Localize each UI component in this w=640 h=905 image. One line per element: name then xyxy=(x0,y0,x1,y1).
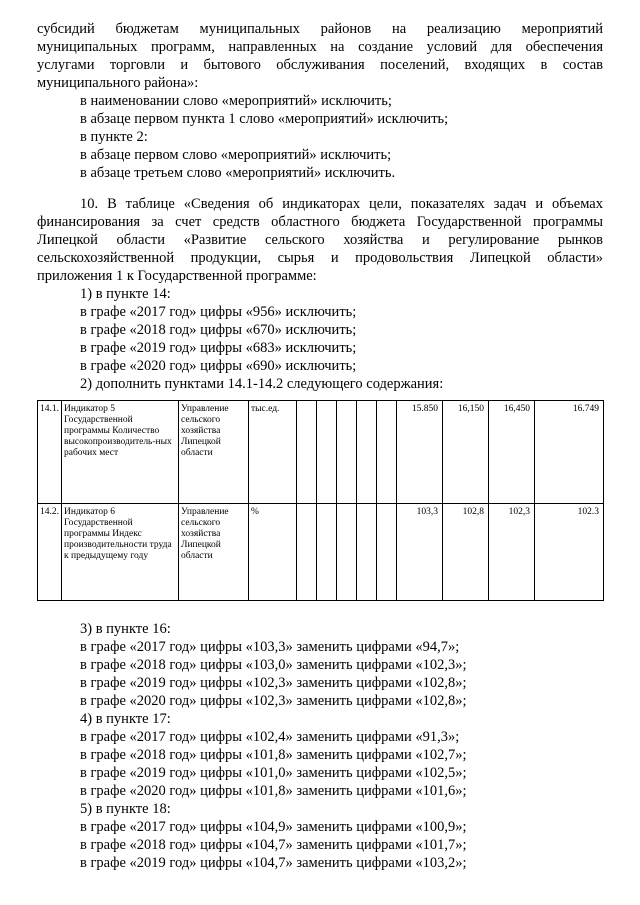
responsible-org: Управление сельского хозяйства Липецкой области xyxy=(179,401,249,504)
item3-line-1: в графе «2017 год» цифры «103,3» заменить цифрами «94,7»; xyxy=(80,639,460,655)
item3-line-2: в графе «2018 год» цифры «103,0» заменить цифрами «102,3»; xyxy=(80,657,467,673)
item5-line-1: в графе «2017 год» цифры «104,9» заменить цифрами «100,9»; xyxy=(80,819,467,835)
item1-line-3: в графе «2019 год» цифры «683» исключить; xyxy=(80,340,357,356)
intro-item-4: в абзаце первом слово «мероприятий» исключить; xyxy=(80,147,392,163)
empty-cell xyxy=(357,401,377,504)
indicator-table xyxy=(37,400,604,601)
empty-cell xyxy=(337,401,357,504)
row-number: 14.2. xyxy=(38,504,62,601)
value-2017: 103,3 xyxy=(397,504,443,601)
intro-item-1: в наименовании слово «мероприятий» исключить; xyxy=(80,93,392,109)
indicator-name: Индикатор 6 Государственной программы Индекс производительности труда к предыдущему году xyxy=(62,504,179,601)
item1-header: 1) в пункте 14: xyxy=(80,286,171,302)
value-2020: 102.3 xyxy=(535,504,604,601)
section10-line-1: 10. В таблице «Сведения об индикаторах цели, показателях задач и объемах xyxy=(80,196,603,212)
intro-line-4: муниципального района»: xyxy=(37,75,199,91)
intro-line-1: субсидий бюджетам муниципальных районов на реализацию мероприятий xyxy=(37,21,603,37)
item4-line-1: в графе «2017 год» цифры «102,4» заменить цифрами «91,3»; xyxy=(80,729,460,745)
empty-cell xyxy=(317,504,337,601)
value-2018: 102,8 xyxy=(443,504,489,601)
intro-line-2: муниципальных программ, направленных на создание условий для обеспечения xyxy=(37,39,603,55)
empty-cell xyxy=(297,401,317,504)
item4-line-2: в графе «2018 год» цифры «101,8» заменить цифрами «102,7»; xyxy=(80,747,467,763)
intro-item-2: в абзаце первом пункта 1 слово «мероприятий» исключить; xyxy=(80,111,449,127)
value-2017: 15.850 xyxy=(397,401,443,504)
empty-cell xyxy=(377,504,397,601)
table-row xyxy=(38,401,604,504)
item5-header: 5) в пункте 18: xyxy=(80,801,171,817)
unit: % xyxy=(249,504,297,601)
unit: тыс.ед. xyxy=(249,401,297,504)
section10-line-4: сельскохозяйственной продукции, сырья и продовольствия Липецкой области» xyxy=(37,250,603,266)
empty-cell xyxy=(337,504,357,601)
intro-item-3: в пункте 2: xyxy=(80,129,148,145)
section10-line-3: Липецкой области «Развитие сельского хозяйства и регулирование рынков xyxy=(37,232,603,248)
value-2019: 102,3 xyxy=(489,504,535,601)
value-2020: 16.749 xyxy=(535,401,604,504)
item2-header: 2) дополнить пунктами 14.1-14.2 следующего содержания: xyxy=(80,376,444,392)
item1-line-1: в графе «2017 год» цифры «956» исключить; xyxy=(80,304,357,320)
item4-line-3: в графе «2019 год» цифры «101,0» заменить цифрами «102,5»; xyxy=(80,765,467,781)
item1-line-4: в графе «2020 год» цифры «690» исключить; xyxy=(80,358,357,374)
value-2018: 16,150 xyxy=(443,401,489,504)
intro-line-3: услугами торговли и бытового обслуживания поселений, входящих в состав xyxy=(37,57,603,73)
empty-cell xyxy=(317,401,337,504)
section10-line-5: приложения 1 к Государственной программе: xyxy=(37,268,317,284)
item3-line-3: в графе «2019 год» цифры «102,3» заменить цифрами «102,8»; xyxy=(80,675,467,691)
item3-line-4: в графе «2020 год» цифры «102,3» заменить цифрами «102,8»; xyxy=(80,693,467,709)
item5-line-2: в графе «2018 год» цифры «104,7» заменить цифрами «101,7»; xyxy=(80,837,467,853)
empty-cell xyxy=(357,504,377,601)
row-number: 14.1. xyxy=(38,401,62,504)
item4-header: 4) в пункте 17: xyxy=(80,711,171,727)
item1-line-2: в графе «2018 год» цифры «670» исключить; xyxy=(80,322,357,338)
item4-line-4: в графе «2020 год» цифры «101,8» заменить цифрами «101,6»; xyxy=(80,783,467,799)
value-2019: 16,450 xyxy=(489,401,535,504)
table-row xyxy=(38,504,604,601)
empty-cell xyxy=(377,401,397,504)
section10-line-2: финансирования за счет средств областного бюджета Государственной программы xyxy=(37,214,603,230)
item3-header: 3) в пункте 16: xyxy=(80,621,171,637)
empty-cell xyxy=(297,504,317,601)
item5-line-3: в графе «2019 год» цифры «104,7» заменить цифрами «103,2»; xyxy=(80,855,467,871)
indicator-name: Индикатор 5 Государственной программы Количество высокопроизводитель-ных рабочих мест xyxy=(62,401,179,504)
intro-item-5: в абзаце третьем слово «мероприятий» исключить. xyxy=(80,165,396,181)
responsible-org: Управление сельского хозяйства Липецкой области xyxy=(179,504,249,601)
